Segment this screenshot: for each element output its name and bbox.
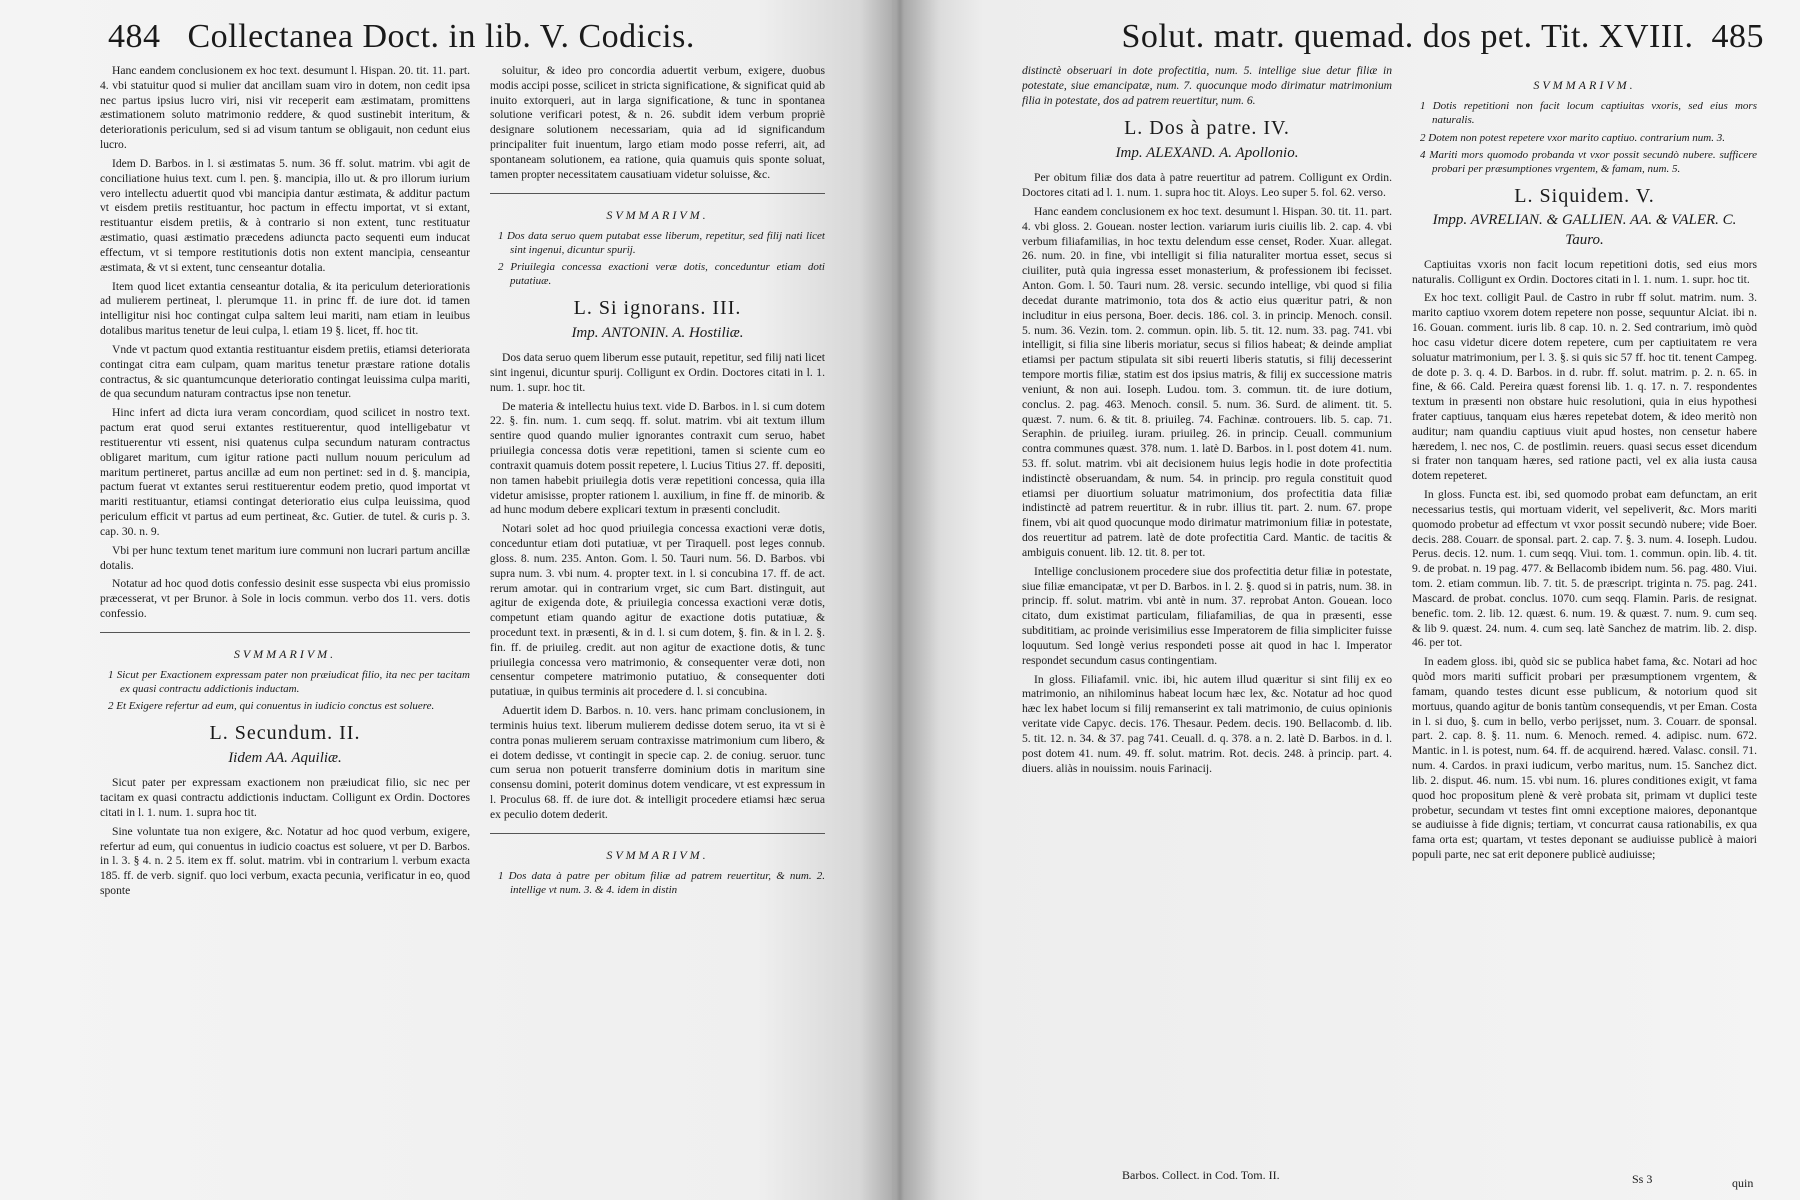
r1-paragraphs <box>1022 171 1392 776</box>
right-page-title: Solut. matr. quemad. dos pet. Tit. XVIII. <box>1121 18 1694 55</box>
paragraph: Per obitum filiæ dos data à patre reuertitur ad patrem. Colligunt ex Ordin. Doctores citati ad l. 1. num. 1. supra hoc tit. Aloys. Leo super 5. fol. 62. verso. <box>1022 171 1392 200</box>
lex-title: L. Si ignorans. III. <box>573 297 742 320</box>
paragraph: Hanc eandem conclusionem ex hoc text. desumunt l. Hispan. 30. tit. 11. part. 4. vbi gloss. 2. Gouean. noster lection. variarum iuris ciuilis lib. 2. cap. 4. vbi verbum filiafamilias, in hoc textu delendum esse censet, Roder. Xuar. allegat. 26. num. 20. in fine, vbi intelligit si filia naturaliter mortua esset, secus si ciuiliter, putà quia ingressa esset monasterium, & professionem ibi fecisset. Anton. Gom. l. 50. Tauri num. 28. versic. secundo intellige, vbi quod si filia decedat durante matrimonio, tota dos & actio eius quæritur patri, & non includitur in eius persona, Boer. decis. 186. col. 3. in princip. Menoch. consil. 5. num. 36. Vezin. tom. 2. commun. opin. lib. 5. tit. 12. num. 33. pag. 741. vbi intelligit, si filia sine liberis moriatur, secus si filios habeat; & deinde ampliat etiamsi per pactum stipulata sit sibi reuerti liberis statutis, si filij decesserint tempore mortis filiæ, statim est dos ipsius matris, & filij ex successione matris veniunt, & non aui. Ioseph. Ludou. tom. 3. commun. tit. de iure dotium, conclus. 2. pag. 463. Menoch. consil. 5. num. 36. Surd. de aliment. tit. 5. quæst. 7. num. 6. & tit. 8. priuileg. 74. Fachinæ. controuers. lib. 5. cap. 71. Seraphin. de priuileg. iuram. priuileg. 26. in princip. Ceuall. communium contra communes quæst. 378. num. 1. latè D. Barbos. in l. post dotem 41. num. 53. ff. solut. matrim. vbi ait decisionem huius legis hodie in dote profectitia indistinctè obseruandam, & num. 54. in princip. pro regula constituit quod etiamsi per diuortium soluatur matrimonium, dos profectitia data filiæ indistinctè ad patrem reuertitur. & in rubr. illius tit. part. 2. num. 67. prope finem, vbi ait quod quocunque modo dirimatur matrimonium filiæ in potestate, dos reuertitur ad patrem. latè de dote profectitia Card. Mantic. de tacitis & ambiguis conuent. lib. 12. tit. 8. per tot. <box>1022 204 1392 559</box>
l1-text2 <box>100 776 470 899</box>
footer-title: Barbos. Collect. in Cod. Tom. II. <box>1122 1168 1280 1182</box>
r2-paragraphs <box>1412 258 1757 863</box>
divider <box>490 833 825 834</box>
divider <box>100 632 470 633</box>
divider <box>490 193 825 194</box>
summarium-item: 2 Priuilegia concessa exactioni veræ dotis, conceduntur etiam doti putatiuæ. <box>498 261 825 288</box>
left-running-head <box>108 18 695 56</box>
lex-subtitle: Imp. ANTONIN. A. Hostiliæ. <box>571 324 744 341</box>
lex-title: L. Dos à patre. IV. <box>1124 117 1290 140</box>
lex-subtitle: Imp. ALEXAND. A. Apollonio. <box>1115 145 1299 162</box>
left-page-title: Collectanea Doct. in lib. V. Codicis. <box>187 18 695 55</box>
summarium-item: 1 Dos data seruo quem putabat esse liberum, repetitur, sed filij nati licet sint ingenui, dicuntur spurij. <box>498 229 825 257</box>
summarium-title: SVMMARIVM. <box>1533 78 1636 92</box>
l2-text2 <box>490 351 825 823</box>
right-running-head <box>1121 18 1764 56</box>
summarium-list <box>490 869 825 897</box>
summarium-list <box>490 229 825 288</box>
paragraph: Intellige conclusionem procedere siue dos profectitia detur filiæ in potestate, siue filiæ emancipatæ, vt per D. Barbos. in l. 2. §. quod si in patris, num. 38. in princip. ff. solut. matrim. vbi antè in num. 37. reprobat Anton. Gouean. loco citato, dum existimat particulam, filiafamilias, de qua in præsenti, esse subdititiam, ac proinde verisimilius esse Imperatorem de filia simpliciter fuisse loquutum. Sed longè verius respondeti posse ait quod in hac l. Imperator respondet secundum casus contingentiam. <box>1022 564 1392 667</box>
summarium-item: 2 Et Exigere refertur ad eum, qui conuentus in iudicio conctus est soluere. <box>108 700 435 713</box>
paragraph: Ex hoc text. colligit Paul. de Castro in rubr ff solut. matrim. num. 3. marito captiuo vxorem dotem repetere non posse, sequuntur Alciat. ibi n. 16. Gouan. comment. iuris lib. 8 cap. 10. n. 2. Sed contrarium, imò quòd hoc casu videtur dicere dotem repetere, cum per captiuitatem re vera soluatur matrimonium, per l. 3. §. si quis sic 57 ff. hoc tit. tenent Campeg. de dote p. 3. q. 4. D. Barbos. in d. rubr. ff. solut. matrim. p. 2. n. 65. in fine, & 66. Cald. Pereira quæst forensi lib. 1. q. 17. n. 7. respondentes textum in præsenti non obstare huic resolutioni, quia in eius hypothesi frater captiuus, tanquam eius hæres repetebat dotem, & ideo meritò non auditur; nam quandiu captiuus viuit apud hostes, non censetur habere hæredem, l. nec nos, C. de postlimin. reuers. quasi secus esset dicendum si frater non tanquam hæres, sed ratione pacti, vel ex alia iusta causa dotem repeteret. <box>1412 291 1757 483</box>
carryover-summarium: distinctè obseruari in dote profectitia, num. 5. intellige siue detur filiæ in potestate, siue emancipatæ, num. 7. quocunque modo dirimatur matrimonium filia in potestate, dos ad patrem reuertitur, num. 6. <box>1022 64 1392 107</box>
right-page <box>892 0 1800 1200</box>
summarium-title: SVMMARIVM. <box>233 646 337 661</box>
right-page-number: 485 <box>1711 18 1764 55</box>
lex-subtitle: Iidem AA. Aquiliæ. <box>228 750 342 766</box>
paragraph: Notatur ad hoc quod dotis confessio desinit esse suspecta vbi eius promissio præcesserat, vt per Brunor. à Sole in locis commun. verbo dos 11. vers. dotis confessio. <box>100 577 470 620</box>
l1-paragraphs <box>100 64 470 622</box>
paragraph: Vnde vt pactum quod extantia restituantur eisdem pretiis, etiamsi deteriorata contingat citra eam culpam, quam maritus tenetur præstare ratione dotalis contractus, & sic quantumcunque deterioratio contingat leuissima culpa mariti, de qua secundum naturam contractus ipse non tenetur. <box>100 342 470 401</box>
summarium-list <box>100 668 470 713</box>
signature-mark: Ss 3 <box>1632 1172 1653 1186</box>
summarium-item: 2 Dotem non potest repetere vxor marito captiuo. contrarium num. 3. <box>1420 131 1726 144</box>
left-column-2 <box>490 64 825 1189</box>
summarium-item: 4 Mariti mors quomodo probanda vt vxor possit secundò nubere. sufficere probari per præsumptiones vrgentem, & famam, num. 5. <box>1420 148 1757 175</box>
l2-paragraphs <box>490 64 825 183</box>
paragraph: Sicut pater per expressam exactionem non præiudicat filio, sic nec per tacitam ex quasi contractu addictionis inductam. Colligunt ex Ordin. Doctores citati in l. 1. num. 1. supra hoc tit. <box>100 776 470 819</box>
paragraph: Hanc eandem conclusionem ex hoc text. desumunt l. Hispan. 20. tit. 11. part. 4. vbi statuitur quod si mulier dat ancillam suam viro in dotem, non cedit ipsa nec partus ipsius lucro viri, nisi vir receperit eam æstimatam, promittens æstimationem soluto matrimonio reddere, & quod sustinebit interitum, & deteriorationis periculum, sed si ad visum tantum se obligauit, non cedunt eius lucro. <box>100 64 470 152</box>
summarium-list <box>1412 99 1757 175</box>
summarium-title: SVMMARIVM. <box>606 847 709 862</box>
left-page-number: 484 <box>108 18 161 55</box>
lex-subtitle: Impp. AVRELIAN. & GALLIEN. AA. & VALER. C. Tauro. <box>1432 212 1737 248</box>
paragraph: Item quod licet extantia censeantur dotalia, & ita periculum deteriorationis ad mulierem pertineat, l. plerumque 11. in princ ff. de iure dot. id tamen intelligitur nisi hoc contingat culpa saltem leui mariti, nam etiam in leuibus dotalibus maritus tenetur de leui culpa, l. etiam 19 §. licet, ff. hoc tit. <box>100 279 470 338</box>
paragraph: In gloss. Functa est. ibi, sed quomodo probat eam defunctam, an erit necessarius testis, qui mortuam viderit, vel sepeliverit, &c. Mors mariti quomodo probetur ad effectum vt vxor possit secundò nubere; vide Boer. decis. 288. Couarr. de sponsal. part. 2. cap. 7. §. 3. num. 4. Ioseph. Ludou. Perus. decis. 12. num. 1. cum seqq. Viui. tom. 1. commun. opin. lib. 4. tit. 9. de probat. n. 19 pag. 477. & Bellacomb ibidem num. 56. pag. 480. Viui. tom. 2. etiam commun. lib. 7. tit. 5. de præscript. triginta n. 75. pag. 241. Mascard. de probat. conclus. 1070. cum seqq. Flamin. Paris. de resignat. benefic. tom. 2. lib. 12. quæst. 6. num. 19. & quæst. 7. num. 9. cum seq. & lib 9. quæst. 24. num. 4. cum seq. latè Sanchez de matrim. lib. 2. disp. 46. per tot. <box>1412 488 1757 650</box>
paragraph: soluitur, & ideo pro concordia aduertit verbum, exigere, duobus modis accipi posse, scilicet in stricta significatione, & significat quid ab inuito extorqueri, aut in larga significatione, & tunc in spontanea solutione verificari potest, & n. 26. subdit idem verbum propriè designare solutionem necessariam, quia ad id significandum principaliter fuit inuentum, largo etiam modo posse referri, ait, ad spontaneam solutionem, ea ratione, quia quamuis quis sponte soluat, tamen propter necessitatem causatiuam videtur soluisse, &c. <box>490 64 825 181</box>
paragraph: Vbi per hunc textum tenet maritum iure communi non lucrari partum ancillæ dotalis. <box>100 543 470 572</box>
paragraph: Notari solet ad hoc quod priuilegia concessa exactioni veræ dotis, conceduntur etiam doti putatiuæ, vt per Tiraquell. post leges connub. gloss. 8. num. 235. Anton. Gom. l. 50. Tauri num. 56. D. Barbos. vbi supra num. 3. vbi num. 4. propter text. in l. si concubina 17. ff. de act. rerum amotar. qui in contrarium vrget, sic cum Bart. distinguit, aut agitur de exigenda dote, & priuilegia concessa exactioni veræ dotis, competunt etiam quando agitur de exactione dotis putatiuæ, & procedunt text. in præsenti, & in d. l. si cum dotem, §. fin. & in l. 2. §. fin. ff. de priuileg. credit. aut non agitur de exactione dotis, & tunc priuilegia concessa vero matrimonio, & consequenter veræ doti, non censentur competere matrimonio putatiuo, & consequenter doti putatiuæ, in quibus terminis ait procedere d. l. si concubina. <box>490 522 825 699</box>
summarium-title: SVMMARIVM. <box>606 207 709 222</box>
lex-title: L. Siquidem. V. <box>1514 184 1655 207</box>
paragraph: Hinc infert ad dicta iura veram concordiam, quod scilicet in nostro text. pactum erat quod serui extantes restituerentur, quod intelligebatur vt restituerentur vti essent, nisi quatenus culpa secundum naturam contractus obligaret maritum, cum igitur ratione pacti nullum nouum periculum ad maritum pertineret, partus ancillæ ad eum non pertinet: sed in d. §. mancipia, pactum fuerat vt extantes serui restituerentur eodem pretio, quod importat vt mariti restituantur, etiamsi contingat deterioratio eius culpa leuissima, quod periculum efficit vt partus ad eum pertineat, &c. Gutier. de tutel. & curis p. 3. cap. 30. n. 9. <box>100 406 470 538</box>
summarium-item: 1 Dos data à patre per obitum filiæ ad patrem reuertitur, & num. 2. intellige vt num. 3. & 4. idem in distin <box>498 870 825 897</box>
paragraph: Aduertit idem D. Barbos. n. 10. vers. hanc primam conclusionem, in terminis huius text. liberum mulierem dedisse dotem seruo, ita vt si è contra ponas mulierem seruam contraxisse matrimonium cum libero, & ei dotem dedisse, vt contingit in specie cap. 2. de coniug. seruor. tunc cum serua non potuerit transferre dominium dotis in maritum sine consensu domini, poterit dominus dotem vendicare, vt est expressum in l. Proculus 68. ff. de iure dot. & intelligit procedere etiamsi hæc serua ex peculio dotem dederit. <box>490 704 825 821</box>
paragraph: De materia & intellectu huius text. vide D. Barbos. in l. si cum dotem 22. §. fin. num. 1. cum seqq. ff. solut. matrim. vbi ait textum illum sentire quod quando mulier ignorantes contraxit cum seruo, habet priuilegia concessa dotis veræ repetitioni, tamen si sciente cum eo contraxit quamuis dotem possit repetere, l. Lucius Titius 27. ff. depositi, non tamen habebit priuilegia dotis veræ repetitioni concessa, quia illa videtur amisisse, propter rationem l. auxilium, in fine ff. de minorib. & ad hunc modum debere explicari textum in præsenti concludit. <box>490 399 825 517</box>
summarium-item: 1 Dotis repetitioni non facit locum captiuitas vxoris, sed eius mors naturalis. <box>1420 100 1757 127</box>
left-column-1 <box>100 64 470 1189</box>
right-column-2 <box>1412 64 1757 1189</box>
summarium-item: 1 Sicut per Exactionem expressam pater non præiudicat filio, ita nec per tacitam ex quasi contractu addictionis inductam. <box>108 669 470 696</box>
paragraph: Captiuitas vxoris non facit locum repetitioni dotis, sed eius mors naturalis. Colligunt ex Ordin. Doctores citati in l. 1. num. 1. supr. hoc tit. <box>1412 257 1757 286</box>
paragraph: In gloss. Filiafamil. vnic. ibi, hic autem illud quæritur si sint filij ex eo matrimonio, an nihilominus habeat locum hæc lex, &c. Notatur ad hoc quod hæc lex habet locum si filij remanserint ex tali matrimonio, de cuius opinionis veritate vide Capyc. decis. 176. Thesaur. Pedem. decis. 190. Bellacomb. d. lib. 5. tit. 12. n. 34. & 37. pag 741. Ceuall. d. q. 378. a n. 2. latè D. Barbos. in d. l. post dotem 41. num. 49. ff. solut. matrim. Rot. decis. 248. à princip. part. 4. diuers. aliàs in nouissim. nouis Farinacij. <box>1022 672 1392 775</box>
lex-title: L. Secundum. II. <box>209 722 361 745</box>
paragraph: Idem D. Barbos. in l. si æstimatas 5. num. 36 ff. solut. matrim. vbi agit de conciliatione huius text. cum l. pen. §. mancipia, illo ut. & pro illorum iurium vero intellectu aduertit quod vbi mancipia dantur æstimata, & additur pactum vt eisdem pretiis restituantur, hoc pactum in effectu importat, vt si extant, restituantur eisdem pretiis, & à contrario si non extent, tunc restituatur æstimatio, quasi æstimatio præcedens adiuncta pacto sequenti eum inducat effectum, vt si tempore restitutionis dotis non extent mancipia, censeantur æstimata, & vt si extent, tunc censeantur dotalia. <box>100 156 470 274</box>
catchword: quin <box>1732 1176 1754 1190</box>
paragraph: Dos data seruo quem liberum esse putauit, repetitur, sed filij nati licet sint ingenui, dicuntur spurij. Colligunt ex Ordin. Doctores citati in l. 1. num. 1. supr. hoc tit. <box>490 351 825 394</box>
paragraph: Sine voluntate tua non exigere, &c. Notatur ad hoc quod verbum, exigere, refertur ad eum, qui conuentus in iudicio coactus est soluere, vt per D. Barbos. in l. 3. § 4. n. 2 5. item ex ff. solut. matrim. vbi in contrarium l. verbum exacta 185. ff. de verb. signif. quo loci verbum, exacta pecunia, verificatur in eo, quod sponte <box>100 824 470 897</box>
left-page <box>0 0 892 1200</box>
paragraph: In eadem gloss. ibi, quòd sic se publica habet fama, &c. Notari ad hoc quòd mors mariti sufficit probari per præsumptionem vrgentem, & famam, quando testes dicunt esse publicum, & notorium quod sit mortuus, quando agitur de bonis tantùm consequendis, vt per Eman. Costa in l. si duo, §. cum in bello, verbo perijsset, num. 3. Couarr. de sponsal. part. 2. cap. 8. §. 11. num. 6. Menoch. remed. 4. adipisc. num. 672. Mantic. in l. is potest, num. 64. ff. de acquirend. hæred. Valasc. consil. 71. num. 4. Cardos. in praxi iudicum, verbo maritus, num. 15. Sanchez dict. lib. 2. disput. 46. num. 15. vbi num. 16. plures conditiones exigit, vt fama quod hoc propositum plenè & verè probata sit, primam vt duplici teste probetur, secundam vt testes fint omni exceptione maiores, deponantque se audiuisse à fide dignis; tertiam, vt concurrat causa rationabilis, ex qua fama orta est; quartam, vt testes deponant se audiuisse publicè à maiori populi parte, nec sat erit deponere publicè audiuisse; <box>1412 655 1757 862</box>
right-column-1 <box>1022 64 1392 1189</box>
